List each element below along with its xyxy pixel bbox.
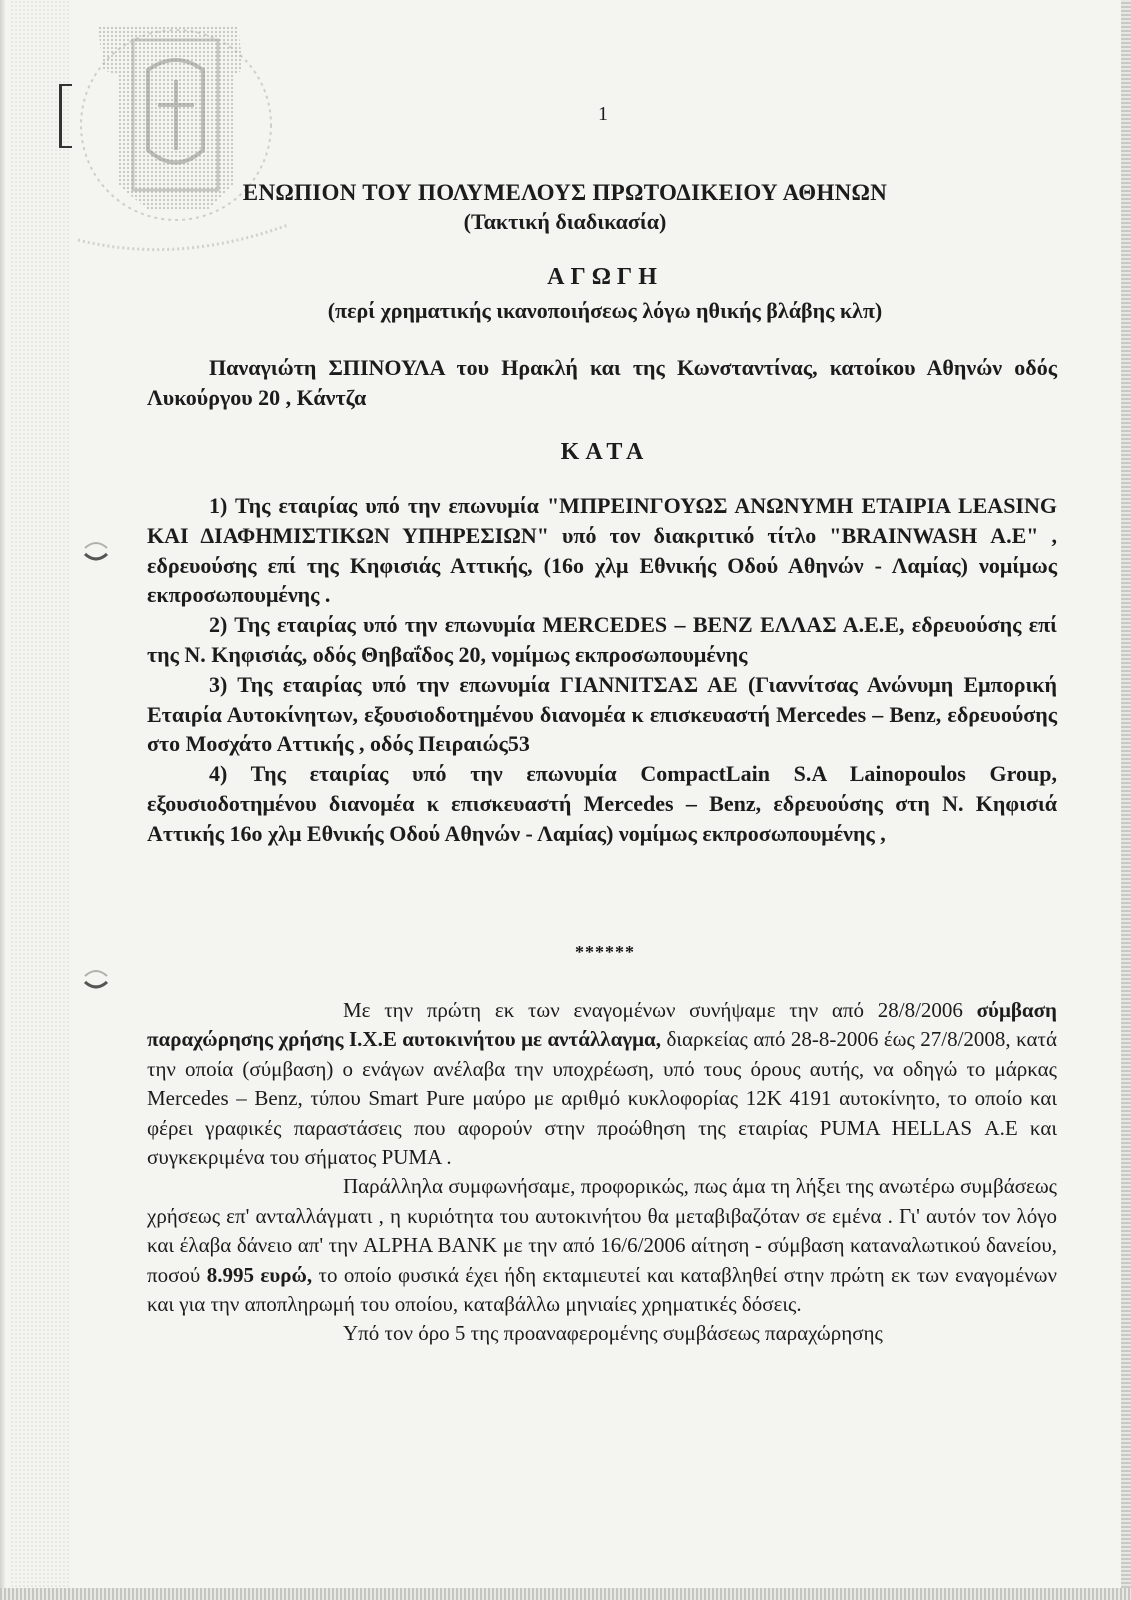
paragraph: Υπό τον όρο 5 της προαναφερομένης συμβάσεως παραχώρησης <box>343 1321 883 1346</box>
document-subject: (περί χρηματικής ικανοποιήσεως λόγω ηθικής βλάβης κλπ) <box>327 298 883 323</box>
punch-hole-icon <box>82 540 110 564</box>
court-title: ΕΝΩΠΙΟΝ ΤΟΥ ΠΟΛΥΜΕΛΟΥΣ ΠΡΩΤΟΔΙΚΕΙΟΥ ΑΘΗΝΩΝ <box>242 180 888 205</box>
paragraph <box>147 996 1057 1172</box>
text-run: Παράλληλα συμφωνήσαμε, προφορικώς, πως άμα τη λήξει της ανωτέρω συμβάσεως χρήσεως επ' ανταλλάγματι , η κυριότητα του αυτοκινήτου θα μεταβιβαζόταν σε εμένα . Γι' αυτόν τον λόγο και έλαβα δάνειο απ' την ALPHA BANK με την από 16/6/2006 αίτηση - σύμβαση καταναλωτικού δανείου, ποσού <box>147 1174 1057 1287</box>
procedure-type: (Τακτική διαδικασία) <box>463 209 667 234</box>
defendant-item: 1) Της εταιρίας υπό την επωνυμία "ΜΠΡΕΙΝΓΟΥΩΣ ΑΝΩΝΥΜΗ ΕΤΑΙΡΙΑ LEASING ΚΑΙ ΔΙΑΦΗΜΙΣΤΙΚΩΝ ΥΠΗΡΕΣΙΩΝ" υπό τον διακριτικό τίτλο "BRAINWASH Α.Ε" , εδρευούσης επί της Κηφισιάς Αττικής, (16ο χλμ Εθνικής Οδού Αθηνών - Λαμίας) νομίμως εκπροσωπουμένης . <box>147 493 1057 608</box>
scan-edge-bottom <box>0 1588 1131 1600</box>
defendant-item: 3) Της εταιρίας υπό την επωνυμία ΓΙΑΝΝΙΤΣΑΣ ΑΕ (Γιαννίτσας Ανώνυμη Εμπορική Εταιρία Αυτοκίνητων, εξουσιοδοτημένου διανομέα κ επισκευαστή Mercedes – Benz, εδρευούσης στο Μοσχάτο Αττικής , οδός Πειραιώς53 <box>147 671 1057 757</box>
page-number: 1 <box>598 103 608 125</box>
bold-text-run: σύμβαση παραχώρησης χρήσης Ι.Χ.Ε αυτοκινήτου με αντάλλαγμα, <box>147 998 1057 1052</box>
defendants-list <box>147 491 1057 849</box>
punch-hole-icon <box>82 968 110 992</box>
against-heading: ΚΑΤΑ <box>560 439 650 465</box>
body-text <box>147 996 1057 1349</box>
scan-edge-right <box>1121 0 1131 1600</box>
section-separator: ****** <box>575 942 635 962</box>
scan-edge-left <box>0 0 6 1600</box>
text-run: το οποίο φυσικά έχει ήδη εκταμιευτεί και καταβληθεί στην πρώτη εκ των εναγομένων και για την αποπληρωμή του οποίου, καταβάλλω μηνιαίες χρηματικές δόσεις. <box>147 1262 1058 1317</box>
defendant-item: 2) Της εταιρίας υπό την επωνυμία MERCEDES – BENZ ΕΛΛΑΣ Α.Ε.Ε, εδρευούσης επί της Ν. Κηφισιάς, οδός Θηβαΐδος 20, νομίμως εκπροσωπουμένης <box>147 612 1057 667</box>
document-heading: ΑΓΩΓΗ <box>547 264 663 290</box>
text-run: Με την πρώτη εκ των εναγομένων συνήψαμε την από 28/8/2006 <box>343 998 977 1022</box>
bold-text-run: 8.995 ευρώ, <box>206 1262 313 1287</box>
plaintiff-details: Παναγιώτη ΣΠΙΝΟΥΛΑ του Ηρακλή και της Κωνσταντίνας, κατοίκου Αθηνών οδός Λυκούργου 20 , Κάντζα <box>147 355 1057 410</box>
text-run: διαρκείας από 28-8-2006 έως 27/8/2008, κατά την οποία (σύμβαση) ο ενάγων ανέλαβα την υποχρέωση, υπό τους όρους αυτής, να οδηγώ το μάρκας Mercedes – Benz, τύπου Smart Pure μαύρο με αριθμό κυκλοφορίας 12Κ 4191 αυτοκίνητο, το οποίο και φέρει γραφικές παραστάσεις που αφορούν στην προώθηση της εταιρίας PUMA HELLAS Α.Ε και συγκεκριμένα του σήματος PUMA . <box>147 1027 1057 1170</box>
margin-bracket-mark <box>59 84 72 148</box>
paragraph <box>147 1172 1057 1319</box>
defendant-item: 4) Της εταιρίας υπό την επωνυμία CompactLain S.A Lainopoulos Group, εξουσιοδοτημένου διανομέα κ επισκευαστή Mercedes – Benz, εδρευούσης στη Ν. Κηφισιά Αττικής 16ο χλμ Εθνικής Οδού Αθηνών - Λαμίας) νομίμως εκπροσωπουμένης , <box>147 761 1057 846</box>
